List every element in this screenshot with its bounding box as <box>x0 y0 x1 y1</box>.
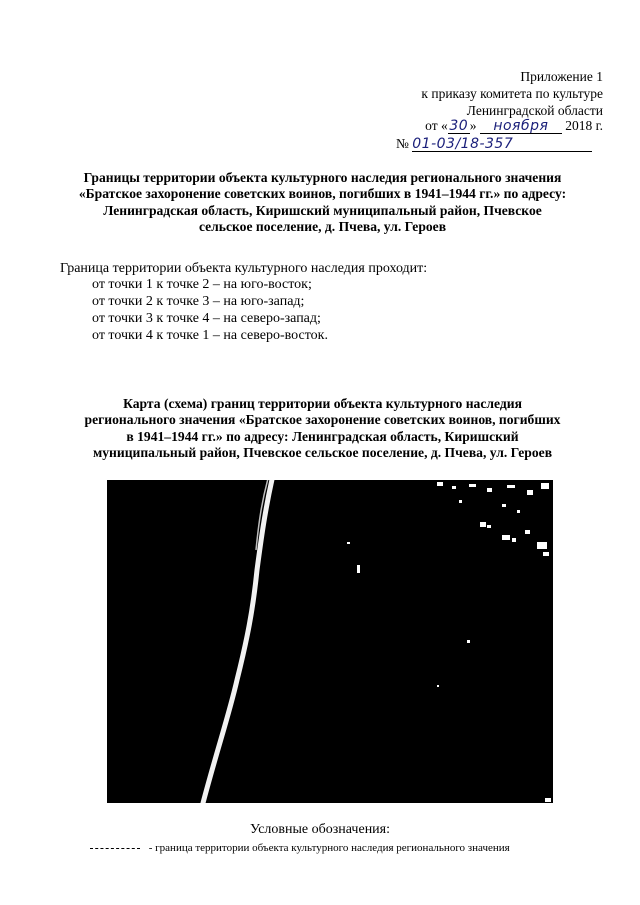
order-date <box>400 118 603 134</box>
date-day: 30 <box>449 118 469 134</box>
number-prefix: № <box>396 136 409 151</box>
map-title-line-1: Карта (схема) границ территории объекта культурного наследия <box>123 396 522 411</box>
date-month: ноября <box>480 119 562 134</box>
legend-item <box>90 842 510 854</box>
map-title-line-2: регионального значения «Братское захоронение советских воинов, погибших <box>84 412 561 428</box>
title-line-4: сельское поселение, д. Пчева, ул. Героев <box>198 218 447 234</box>
boundary-item: от точки 4 к точке 1 – на северо-восток. <box>92 328 328 343</box>
title-line-2: «Братское захоронение советских воинов, погибших в 1941–1944 гг.» по адресу: <box>78 186 567 202</box>
title-line-1: Границы территории объекта культурного наследия регионального значения <box>83 170 562 185</box>
dashed-line-symbol <box>90 848 140 849</box>
legend-text: - граница территории объекта культурного наследия регионального значения <box>148 842 510 854</box>
number-value: 01-03/18-357 <box>412 137 592 152</box>
map-graphic <box>107 480 553 803</box>
date-prefix: от « <box>425 118 448 133</box>
date-mid: » <box>469 118 477 133</box>
boundary-item: от точки 2 к точке 3 – на юго-запад; <box>92 294 305 309</box>
region-name: Ленинградской области <box>466 103 603 118</box>
legend-title: Условные обозначения: <box>249 822 391 837</box>
map-title-line-3: в 1941–1944 гг.» по адресу: Ленинградская область, Киришский <box>126 428 519 444</box>
boundary-item: от точки 3 к точке 4 – на северо-запад; <box>92 311 321 326</box>
boundary-intro: Граница территории объекта культурного наследия проходит: <box>60 261 428 276</box>
title-line-3: Ленинградская область, Киришский муниципальный район, Пчевское <box>103 202 542 218</box>
date-year: 2018 г. <box>565 118 603 133</box>
map-title <box>55 396 590 461</box>
appendix-label: Приложение 1 <box>520 69 603 84</box>
order-reference: к приказу комитета по культуре <box>421 86 603 101</box>
map-image <box>107 480 553 803</box>
boundary-item: от точки 1 к точке 2 – на юго-восток; <box>92 277 312 292</box>
order-number <box>396 136 606 152</box>
document-title <box>50 170 595 235</box>
map-title-line-4: муниципальный район, Пчевское сельское поселение, д. Пчева, ул. Героев <box>92 444 553 460</box>
